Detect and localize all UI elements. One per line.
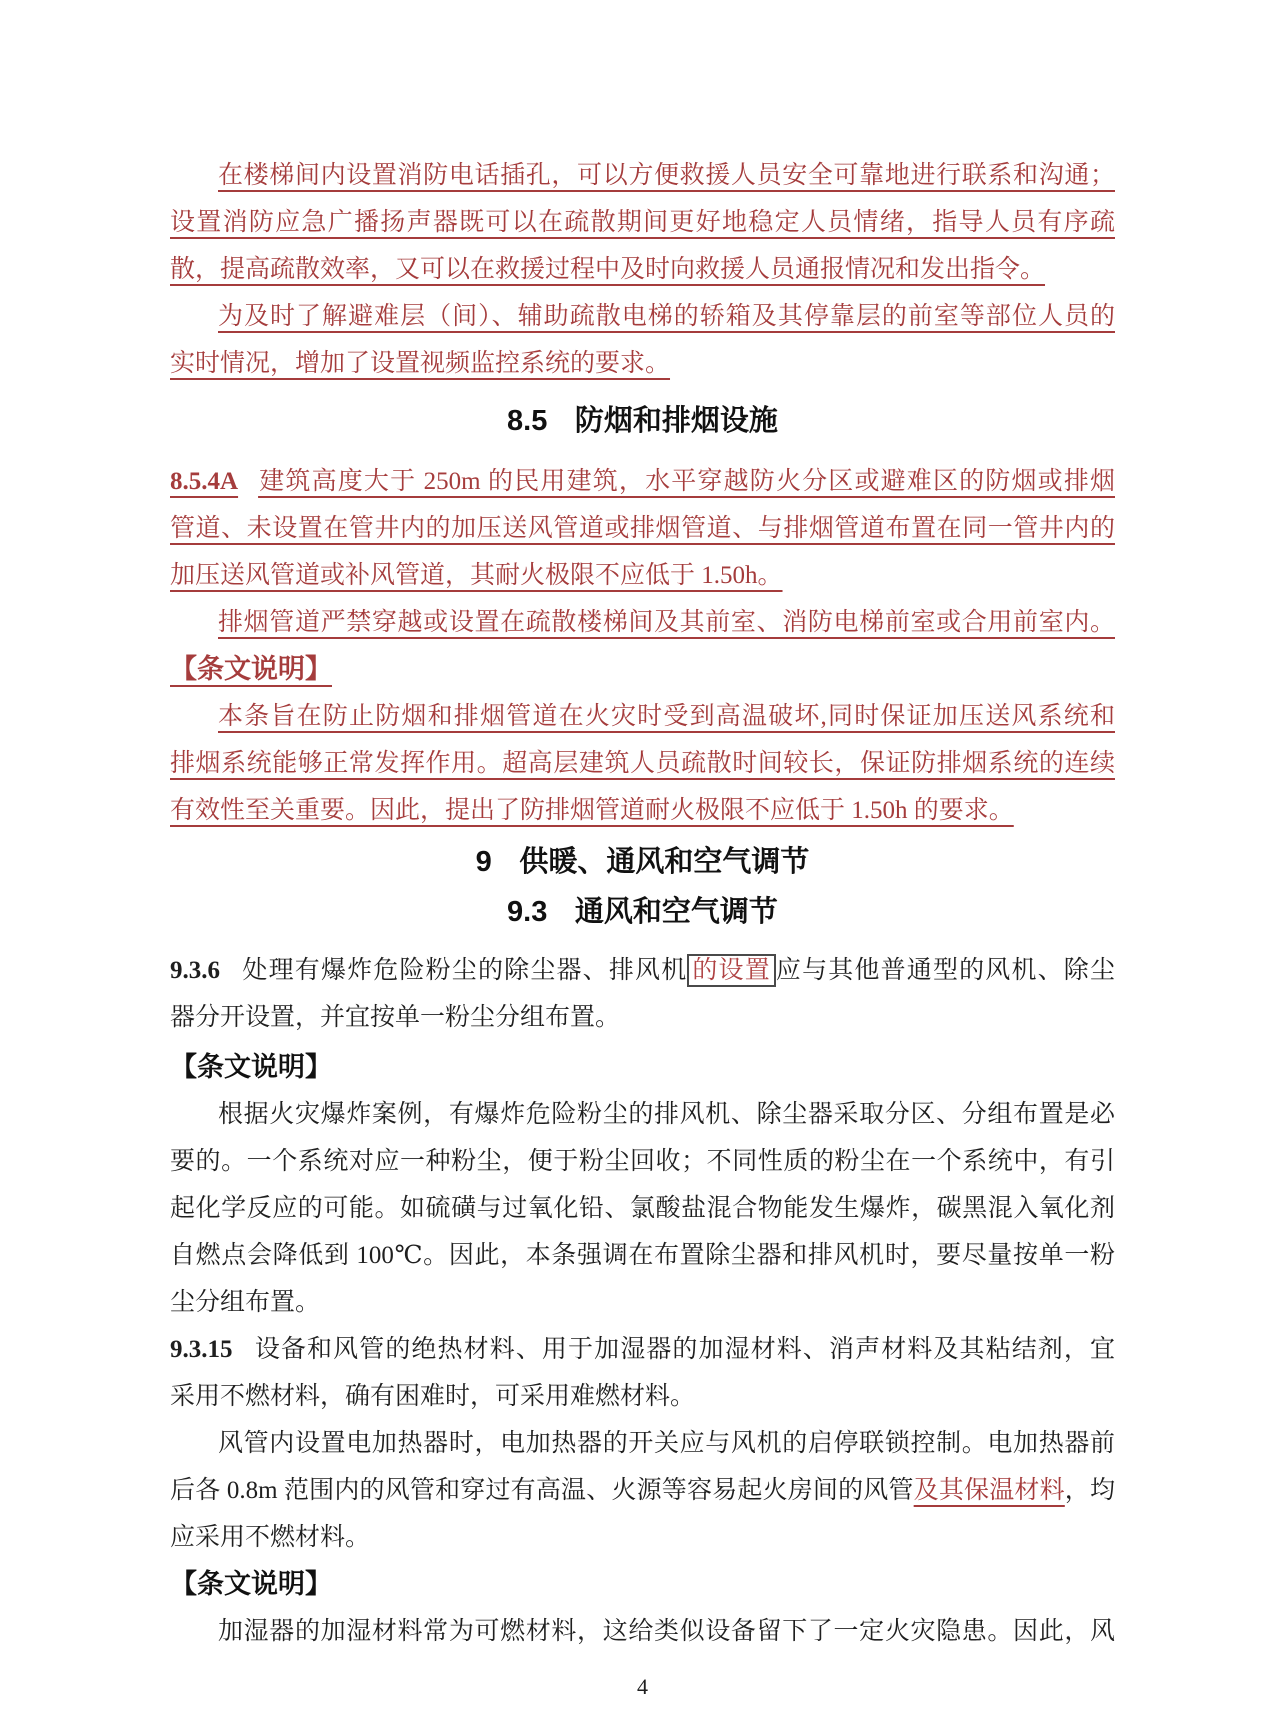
text-line xyxy=(170,152,1115,199)
heading-title: 供暖、通风和空气调节 xyxy=(519,846,810,878)
text-line xyxy=(170,340,1115,387)
text-segment: 应采用不燃材料。 xyxy=(170,1524,371,1551)
text-segment: 设备和风管的绝热材料、用于加湿器的加湿材料、消声材料及其粘结剂，宜 xyxy=(253,1336,1115,1363)
heading-number: 9.3 xyxy=(507,896,548,928)
explanation-label-2: 【条文说明】 xyxy=(170,1569,332,1599)
para-electric-heater xyxy=(170,1420,1115,1561)
text-segment: 加压送风管道或补风管道，其耐火极限不应低于 1.50h。 xyxy=(170,562,783,589)
para-9-3-6 xyxy=(170,947,1115,1041)
para-8-5-4a xyxy=(170,458,1115,599)
text-segment: 尘分组布置。 xyxy=(170,1289,321,1316)
text-segment: 根据火灾爆炸案例，有爆炸危险粉尘的排风机、除尘器采取分区、分组布置是必 xyxy=(218,1101,1115,1128)
text-line xyxy=(170,246,1115,293)
text-segment: 的设置 xyxy=(687,954,776,987)
text-line xyxy=(170,1326,1115,1373)
text-line xyxy=(170,947,1115,994)
text-segment: 有效性至关重要。因此，提出了防排烟管道耐火极限不应低于 1.50h 的要求。 xyxy=(170,797,1014,824)
para-8-5-4a-explanation xyxy=(170,693,1115,834)
text-segment: 实时情况，增加了设置视频监控系统的要求。 xyxy=(170,350,671,377)
text-segment: 处理有爆炸危险粉尘的除尘器、排风机 xyxy=(241,957,688,984)
text-line xyxy=(170,994,1115,1041)
text-segment: 管道、未设置在管井内的加压送风管道或排烟管道、与排烟管道布置在同一管井内的 xyxy=(170,515,1115,542)
text-line xyxy=(170,1608,1115,1655)
text-segment: 器分开设置，并宜按单一粉尘分组布置。 xyxy=(170,1004,621,1031)
text-line xyxy=(170,505,1115,552)
explanation-label-red: 【条文说明】 xyxy=(170,654,332,684)
text-segment: 本条旨在防止防烟和排烟管道在火灾时受到高温破坏,同时保证加压送风系统和 xyxy=(218,703,1115,730)
text-segment: 散，提高疏散效率，又可以在救援过程中及时向救援人员通报情况和发出指令。 xyxy=(170,256,1046,283)
page-number: 4 xyxy=(637,1674,648,1699)
text-segment: 后各 0.8m 范围内的风管和穿过有高温、火源等容易起火房间的风管 xyxy=(170,1477,914,1504)
heading-title: 通风和空气调节 xyxy=(574,896,778,928)
text-segment: 在楼梯间内设置消防电话插孔，可以方便救援人员安全可靠地进行联系和沟通； xyxy=(218,162,1115,189)
text-segment: 采用不燃材料，确有困难时，可采用难燃材料。 xyxy=(170,1383,696,1410)
text-line xyxy=(170,1232,1115,1279)
text-segment: 要的。一个系统对应一种粉尘，便于粉尘回收；不同性质的粉尘在一个系统中，有引 xyxy=(170,1148,1115,1175)
text-segment: 自燃点会降低到 100℃。因此，本条强调在布置除尘器和排风机时，要尽量按单一粉 xyxy=(170,1242,1115,1269)
text-segment: 排烟系统能够正常发挥作用。超高层建筑人员疏散时间较长，保证防排烟系统的连续 xyxy=(170,750,1115,777)
text-line xyxy=(170,1373,1115,1420)
text-line xyxy=(170,199,1115,246)
text-line xyxy=(170,458,1115,505)
text-line xyxy=(170,1091,1115,1138)
para-smoke-duct-prohibition xyxy=(170,599,1115,646)
heading-9-3 xyxy=(170,888,1115,936)
text-line xyxy=(170,740,1115,787)
para-9-3-6-explanation xyxy=(170,1091,1115,1326)
heading-9 xyxy=(170,838,1115,886)
para-humidifier-explanation xyxy=(170,1608,1115,1655)
heading-8-5 xyxy=(170,397,1115,445)
text-line xyxy=(170,1467,1115,1514)
text-segment: 9.3.6 xyxy=(170,957,220,984)
text-segment: 设置消防应急广播扬声器既可以在疏散期间更好地稳定人员情绪，指导人员有序疏 xyxy=(170,209,1115,236)
heading-title: 防烟和排烟设施 xyxy=(574,405,778,437)
text-segment: 9.3.15 xyxy=(170,1336,233,1363)
text-line xyxy=(170,1514,1115,1561)
text-segment: 风管内设置电加热器时，电加热器的开关应与风机的启停联锁控制。电加热器前 xyxy=(218,1430,1115,1457)
text-segment: 为及时了解避难层（间）、辅助疏散电梯的轿箱及其停靠层的前室等部位人员的 xyxy=(218,303,1115,330)
para-stair-fire-telephone xyxy=(170,152,1115,293)
text-line xyxy=(170,1138,1115,1185)
text-segment: 排烟管道严禁穿越或设置在疏散楼梯间及其前室、消防电梯前室或合用前室内。 xyxy=(218,609,1115,636)
text-line xyxy=(170,693,1115,740)
text-segment: 及其保温材料 xyxy=(913,1477,1065,1504)
text-segment: 加湿器的加湿材料常为可燃材料，这给类似设备留下了一定火灾隐患。因此，风 xyxy=(218,1618,1115,1645)
text-segment: 起化学反应的可能。如硫磺与过氧化铅、氯酸盐混合物能发生爆炸，碳黑混入氧化剂 xyxy=(170,1195,1115,1222)
text-line xyxy=(170,787,1115,834)
text-line xyxy=(170,1420,1115,1467)
para-video-monitoring xyxy=(170,293,1115,387)
text-line xyxy=(170,1185,1115,1232)
para-9-3-15 xyxy=(170,1326,1115,1420)
explanation-label-1: 【条文说明】 xyxy=(170,1052,332,1082)
heading-number: 9 xyxy=(475,846,492,878)
heading-number: 8.5 xyxy=(507,405,548,437)
text-segment: 应与其他普通型的风机、除尘 xyxy=(775,957,1115,984)
text-segment: 8.5.4A xyxy=(170,468,239,495)
text-line xyxy=(170,293,1115,340)
text-line xyxy=(170,599,1115,646)
text-segment: 建筑高度大于 250m 的民用建筑，水平穿越防火分区或避难区的防烟或排烟 xyxy=(258,468,1115,495)
text-line xyxy=(170,552,1115,599)
document-body xyxy=(170,152,1115,1655)
text-line xyxy=(170,1279,1115,1326)
text-segment: ，均 xyxy=(1064,1477,1115,1504)
